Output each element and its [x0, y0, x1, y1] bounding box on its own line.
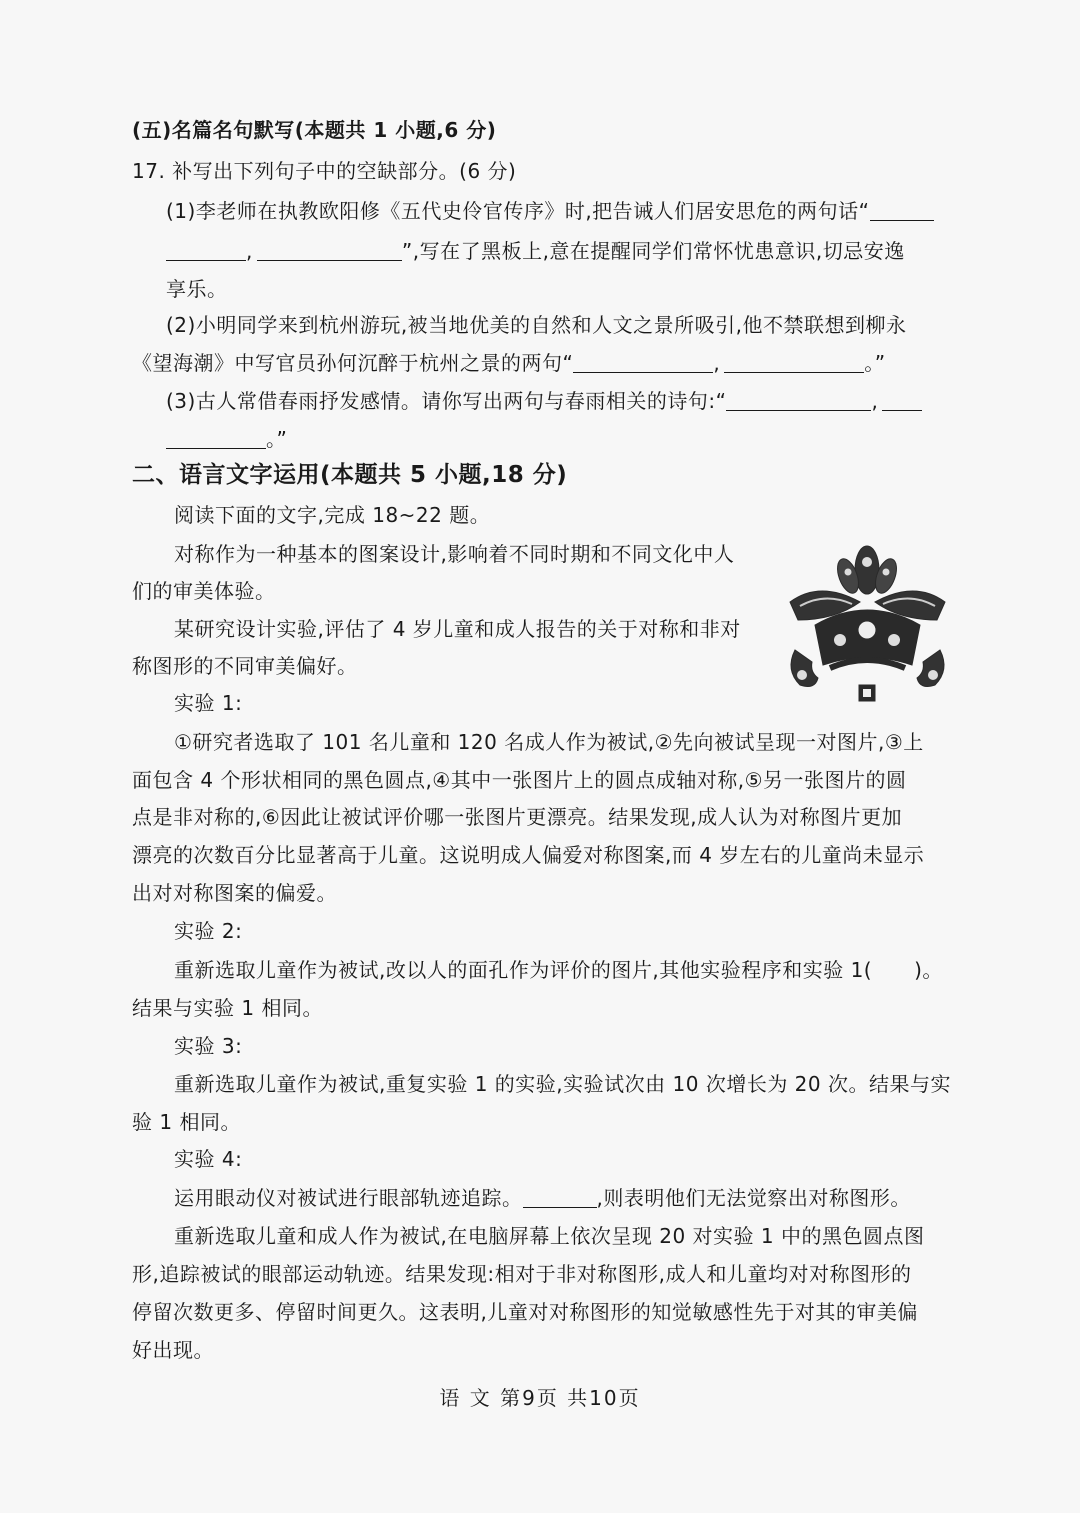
exp3-line2: 验 1 相同。	[132, 1110, 241, 1134]
close-quote: 。”	[266, 427, 288, 451]
exp4-line1	[174, 1185, 911, 1211]
exp1-line1: ①研究者选取了 101 名儿童和 120 名成人作为被试,②先向被试呈现一对图片,③上	[174, 730, 924, 754]
exp2-text: 重新选取儿童作为被试,改以人的面孔作为评价的图片,其他实验程序和实验 1(	[174, 958, 873, 982]
exp2-line1	[174, 957, 943, 983]
q17-2-line1: (2)小明同学来到杭州游玩,被当地优美的自然和人文之景所吸引,他不禁联想到柳永	[166, 313, 907, 337]
answer-blank[interactable]	[523, 1187, 597, 1208]
exp4-line4: 停留次数更多、停留时间更久。这表明,儿童对对称图形的知觉敏感性先于对其的审美偏	[132, 1300, 918, 1324]
q17-3-text: (3)古人常借春雨抒发感情。请你写出两句与春雨相关的诗句:“	[166, 389, 727, 413]
comma: ,	[871, 389, 879, 413]
exp1-line4: 漂亮的次数百分比显著高于儿童。这说明成人偏爱对称图案,而 4 岁左右的儿童尚未显示	[132, 843, 925, 867]
exp4-text-cont: ,则表明他们无法觉察出对称图形。	[596, 1186, 911, 1210]
q17-2-line2	[132, 350, 886, 376]
exp2-text-end: )。	[914, 958, 943, 982]
exp3-line1: 重新选取儿童作为被试,重复实验 1 的实验,实验试次由 10 次增长为 20 次。结果与实	[174, 1072, 951, 1096]
q17-1-line3: 享乐。	[166, 277, 228, 301]
exp1-title: 实验 1:	[174, 691, 243, 715]
exp4-line5: 好出现。	[132, 1338, 214, 1362]
para1-line2: 们的审美体验。	[132, 579, 276, 603]
exp1-line3: 点是非对称的,⑥因此让被试评价哪一张图片更漂亮。结果发现,成人认为对称图片更加	[132, 805, 903, 829]
close-quote: 。”	[864, 351, 886, 375]
exp4-text: 运用眼动仪对被试进行眼部轨迹追踪。	[174, 1186, 523, 1210]
exp2-line2: 结果与实验 1 相同。	[132, 996, 323, 1020]
exp1-line5: 出对对称图案的偏爱。	[132, 881, 337, 905]
para2-line1: 某研究设计实验,评估了 4 岁儿童和成人报告的关于对称和非对	[174, 617, 741, 641]
comma: ,	[246, 239, 253, 263]
exp4-title: 实验 4:	[174, 1147, 243, 1171]
q17-1-text-cont: ”,写在了黑板上,意在提醒同学们常怀忧患意识,切忌安逸	[401, 239, 905, 263]
answer-blank[interactable]	[166, 240, 246, 261]
page-footer: 语 文 第9页 共10页	[439, 1386, 641, 1410]
part2-heading: 二、语言文字运用(本题共 5 小题,18 分)	[132, 462, 568, 488]
question-17-stem: 17. 补写出下列句子中的空缺部分。(6 分)	[132, 159, 517, 183]
answer-blank[interactable]	[724, 352, 864, 373]
exp4-line3: 形,追踪被试的眼部运动轨迹。结果发现:相对于非对称图形,成人和儿童均对对称图形的	[132, 1262, 912, 1286]
q17-1-line1	[166, 198, 934, 224]
q17-2-text: 《望海潮》中写官员孙何沉醉于杭州之景的两句“	[132, 351, 574, 375]
exp2-title: 实验 2:	[174, 919, 243, 943]
answer-blank[interactable]	[870, 200, 934, 221]
answer-blank[interactable]	[166, 428, 266, 449]
para1-line1: 对称作为一种基本的图案设计,影响着不同时期和不同文化中人	[174, 542, 735, 566]
reading-intro: 阅读下面的文字,完成 18~22 题。	[174, 503, 491, 527]
q17-1-line2	[166, 238, 905, 264]
exp3-title: 实验 3:	[174, 1034, 243, 1058]
answer-blank[interactable]	[573, 352, 713, 373]
answer-blank[interactable]	[257, 240, 402, 261]
q17-1-text: (1)李老师在执教欧阳修《五代史伶官传序》时,把告诫人们居安思危的两句话“	[166, 199, 870, 223]
symmetric-crown-ornament-image	[780, 540, 955, 710]
answer-blank[interactable]	[726, 390, 871, 411]
q17-3-line1	[166, 388, 922, 414]
section-heading-5: (五)名篇名句默写(本题共 1 小题,6 分)	[132, 118, 497, 142]
exp1-line2: 面包含 4 个形状相同的黑色圆点,④其中一张图片上的圆点成轴对称,⑤另一张图片的圆	[132, 768, 907, 792]
comma: ,	[713, 351, 721, 375]
q17-3-line2	[166, 426, 287, 452]
para2-line2: 称图形的不同审美偏好。	[132, 654, 358, 678]
exp4-line2: 重新选取儿童和成人作为被试,在电脑屏幕上依次呈现 20 对实验 1 中的黑色圆点图	[174, 1224, 925, 1248]
answer-blank[interactable]	[882, 390, 922, 411]
